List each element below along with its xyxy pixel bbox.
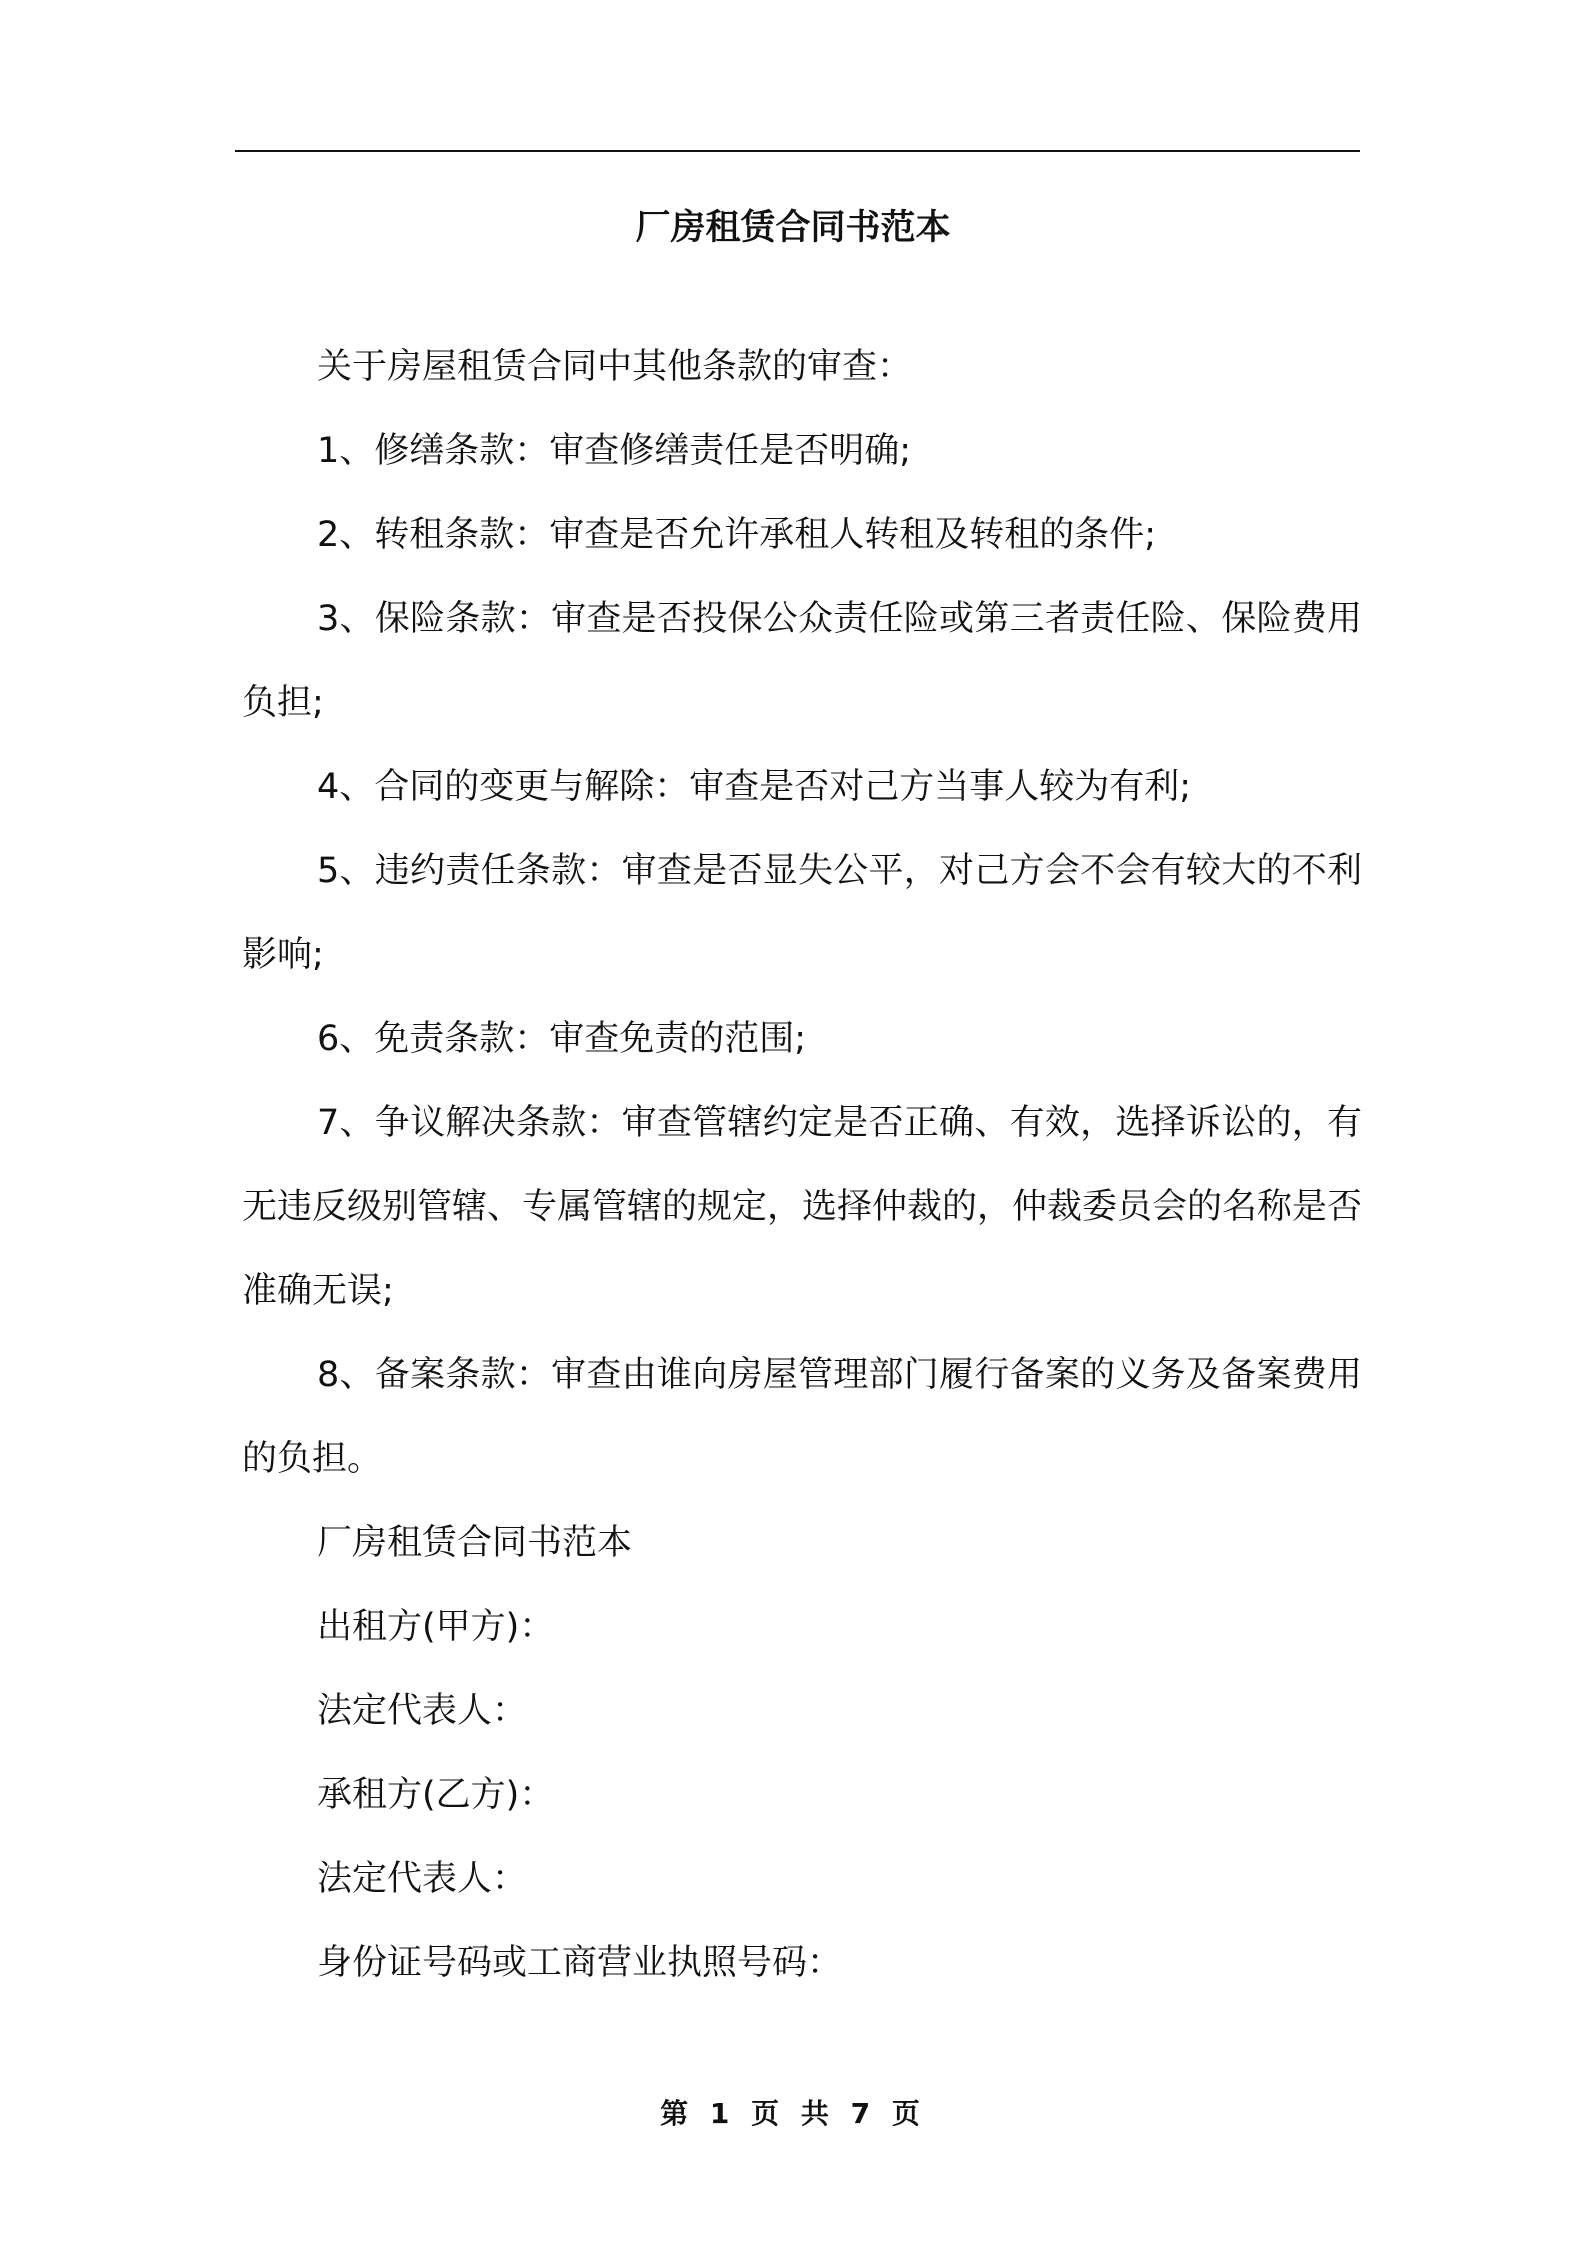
template-subtitle: 厂房租赁合同书范本 (317, 1523, 633, 1563)
lessee-line: 承租方(乙方)： (317, 1775, 555, 1815)
clause-6-exemption: 6、免责条款：审查免责的范围; (317, 1019, 807, 1059)
page-footer: 第 1 页 共 7 页 (660, 2097, 926, 2130)
lessor-line: 出租方(甲方)： (317, 1607, 555, 1647)
clause-8-filing: 8、备案条款：审查由谁向房屋管理部门履行备案的义务及备案费用的负担。 (242, 1355, 1362, 1479)
clause-2-sublease: 2、转租条款：审查是否允许承租人转租及转租的条件; (317, 515, 1157, 555)
document-title: 厂房租赁合同书范本 (635, 208, 951, 248)
header-rule (235, 150, 1360, 152)
clause-3-insurance: 3、保险条款：审查是否投保公众责任险或第三者责任险、保险费用负担; (242, 599, 1362, 723)
id-license-line: 身份证号码或工商营业执照号码： (317, 1943, 843, 1983)
clause-5-liability: 5、违约责任条款：审查是否显失公平，对己方会不会有较大的不利影响; (242, 851, 1362, 975)
clause-7-dispute: 7、争议解决条款：审查管辖约定是否正确、有效，选择诉讼的，有无违反级别管辖、专属管辖的规定，选择仲裁的，仲裁委员会的名称是否准确无误; (242, 1103, 1363, 1311)
clause-4-change-termination: 4、合同的变更与解除：审查是否对己方当事人较为有利; (317, 767, 1192, 807)
lessor-representative-line: 法定代表人： (317, 1691, 528, 1731)
lessee-representative-line: 法定代表人： (317, 1859, 528, 1899)
document-body (242, 325, 1362, 2005)
clause-1-repair: 1、修缮条款：审查修缮责任是否明确; (317, 431, 912, 471)
intro-paragraph: 关于房屋租赁合同中其他条款的审查： (317, 347, 913, 387)
